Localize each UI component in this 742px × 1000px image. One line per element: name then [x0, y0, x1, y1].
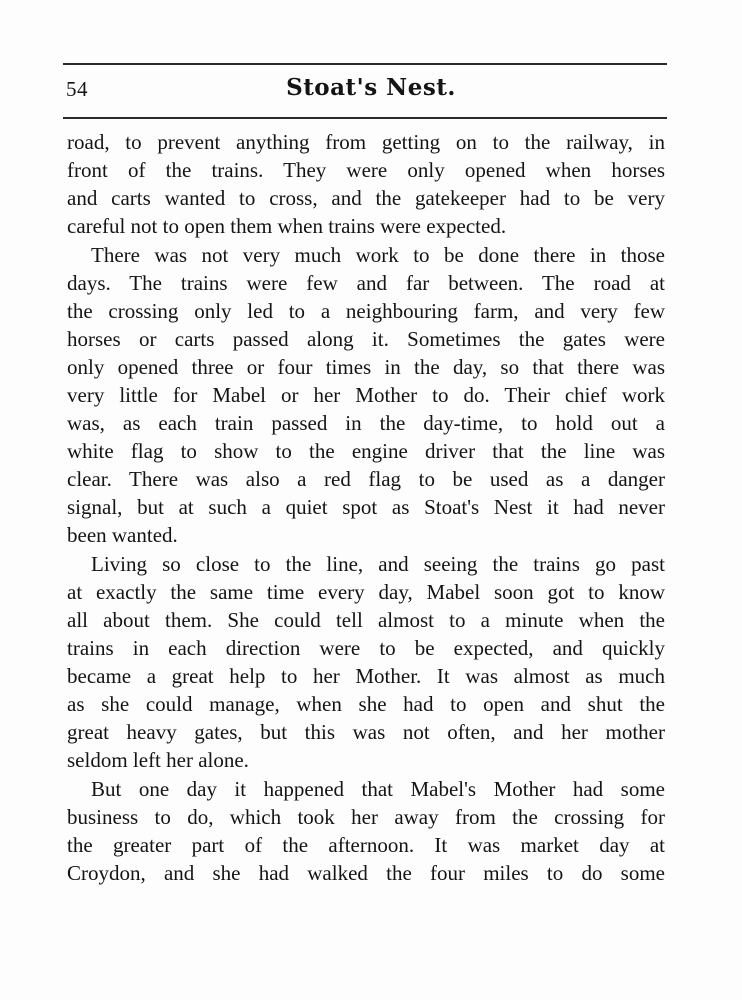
text-line: became a great help to her Mother. It was almost as much — [67, 664, 665, 688]
paragraph-1 — [67, 128, 665, 240]
text-line: front of the trains. They were only opened when horses — [67, 158, 665, 182]
text-line: only opened three or four times in the day, so that there was — [67, 355, 665, 379]
text-line: clear. There was also a red flag to be used as a danger — [67, 467, 665, 491]
text-line: business to do, which took her away from the crossing for — [67, 805, 665, 829]
text-line: and carts wanted to cross, and the gatekeeper had to be very — [67, 186, 665, 210]
page-number: 54 — [66, 77, 88, 101]
header-bottom-rule — [63, 117, 667, 119]
text-line: There was not very much work to be done there in those — [91, 243, 665, 267]
text-line: great heavy gates, but this was not often, and her mother — [67, 720, 665, 744]
text-line: Living so close to the line, and seeing the trains go past — [91, 552, 665, 576]
text-line: very little for Mabel or her Mother to do. Their chief work — [67, 383, 665, 407]
running-title: Stoat's Nest. — [286, 74, 456, 101]
text-line: the greater part of the afternoon. It was market day at — [67, 833, 665, 857]
text-line: was, as each train passed in the day-time, to hold out a — [67, 411, 665, 435]
text-line: seldom left her alone. — [67, 748, 249, 772]
text-line: at exactly the same time every day, Mabel soon got to know — [67, 580, 665, 604]
header-top-rule — [63, 63, 667, 65]
body-text — [67, 128, 665, 887]
text-line: all about them. She could tell almost to a minute when the — [67, 608, 665, 632]
text-line: careful not to open them when trains were expected. — [67, 214, 507, 238]
paragraph-2 — [67, 241, 665, 549]
paragraph-3 — [67, 550, 665, 774]
text-line: white flag to show to the engine driver that the line was — [67, 439, 665, 463]
text-line: the crossing only led to a neighbouring farm, and very few — [67, 299, 665, 323]
text-line: road, to prevent anything from getting on to the railway, in — [67, 130, 665, 154]
text-line: signal, but at such a quiet spot as Stoat's Nest it had never — [67, 495, 665, 519]
text-line: trains in each direction were to be expected, and quickly — [67, 636, 665, 660]
text-line: horses or carts passed along it. Sometimes the gates were — [67, 327, 665, 351]
text-line: But one day it happened that Mabel's Mother had some — [91, 777, 665, 801]
text-line: been wanted. — [67, 523, 178, 547]
paragraph-4 — [67, 775, 665, 887]
text-line: Croydon, and she had walked the four miles to do some — [67, 861, 665, 885]
text-line: days. The trains were few and far between. The road at — [67, 271, 665, 295]
text-line: as she could manage, when she had to open and shut the — [67, 692, 665, 716]
